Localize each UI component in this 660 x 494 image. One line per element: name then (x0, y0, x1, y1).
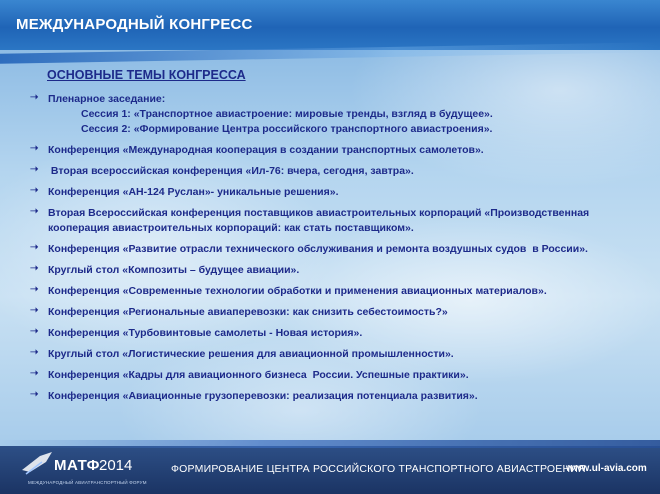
arrow-bullet-icon: ➝ (30, 368, 39, 379)
topic-item (0, 92, 660, 137)
topic-item (0, 143, 660, 158)
topic-item (0, 368, 660, 383)
header-bar (0, 0, 660, 50)
topic-item (0, 164, 660, 179)
topic-text: Круглый стол «Композиты – будущее авиации». (48, 264, 300, 276)
topic-text: Конференция «Современные технологии обработки и применения авиационных материалов». (48, 285, 547, 297)
footer-slogan: ФОРМИРОВАНИЕ ЦЕНТРА РОССИЙСКОГО ТРАНСПОРТНОГО АВИАСТРОЕНИЯ (171, 463, 586, 475)
topic-item (0, 185, 660, 200)
arrow-bullet-icon: ➝ (30, 143, 39, 154)
section-title: ОСНОВНЫЕ ТЕМЫ КОНГРЕССА (47, 68, 246, 82)
topic-text: Конференция «Авиационные грузоперевозки: реализация потенциала развития». (48, 390, 478, 402)
header-title: МЕЖДУНАРОДНЫЙ КОНГРЕСС (16, 16, 253, 33)
arrow-bullet-icon: ➝ (30, 92, 39, 103)
topic-text: Конференция «Развитие отрасли технического обслуживания и ремонта воздушных судов в России». (48, 243, 588, 255)
arrow-bullet-icon: ➝ (30, 347, 39, 358)
arrow-bullet-icon: ➝ (30, 242, 39, 253)
arrow-bullet-icon: ➝ (30, 263, 39, 274)
topic-text: Круглый стол «Логистические решения для авиационной промышленности». (48, 348, 454, 360)
topic-item (0, 263, 660, 278)
topic-item (0, 389, 660, 404)
topic-item (0, 242, 660, 257)
topics-list (0, 92, 660, 410)
topic-text: Конференция «Кадры для авиационного бизнеса России. Успешные практики». (48, 369, 469, 381)
topic-text: Конференция «Региональные авиаперевозки: как снизить себестоимость?» (48, 306, 448, 318)
website-link[interactable]: www.ul-avia.com (566, 463, 647, 474)
topic-text: Пленарное заседание: (48, 93, 166, 105)
logo-name: МАТФ (54, 457, 100, 474)
topic-text: Вторая Всероссийская конференция поставщиков авиастроительных корпораций «Производственная кооперация авиастроительных корпораций: как стать поставщиком». (48, 207, 590, 234)
topic-text: Конференция «Международная кооперация в создании транспортных самолетов». (48, 144, 484, 156)
arrow-bullet-icon: ➝ (30, 185, 39, 196)
topic-text: Вторая всероссийская конференция «Ил-76: вчера, сегодня, завтра». (48, 165, 414, 177)
arrow-bullet-icon: ➝ (30, 305, 39, 316)
topic-text: Конференция «АН-124 Руслан»- уникальные решения». (48, 186, 339, 198)
logo-year: 2014 (99, 457, 133, 474)
arrow-bullet-icon: ➝ (30, 326, 39, 337)
arrow-bullet-icon: ➝ (30, 206, 39, 217)
arrow-bullet-icon: ➝ (30, 284, 39, 295)
topic-item (0, 326, 660, 341)
session-item: Сессия 1: «Транспортное авиастроение: мировые тренды, взгляд в будущее». (81, 108, 493, 120)
topic-item (0, 347, 660, 362)
topic-item (0, 206, 660, 236)
arrow-bullet-icon: ➝ (30, 389, 39, 400)
topic-item (0, 284, 660, 299)
footer-bar (0, 446, 660, 494)
airplane-logo-icon (20, 450, 54, 476)
logo-subtitle: МЕЖДУНАРОДНЫЙ АВИАТРАНСПОРТНЫЙ ФОРУМ (28, 480, 147, 485)
arrow-bullet-icon: ➝ (30, 164, 39, 175)
topic-text: Конференция «Турбовинтовые самолеты - Новая история». (48, 327, 363, 339)
session-item: Сессия 2: «Формирование Центра российского транспортного авиастроения». (81, 123, 493, 135)
topic-item (0, 305, 660, 320)
